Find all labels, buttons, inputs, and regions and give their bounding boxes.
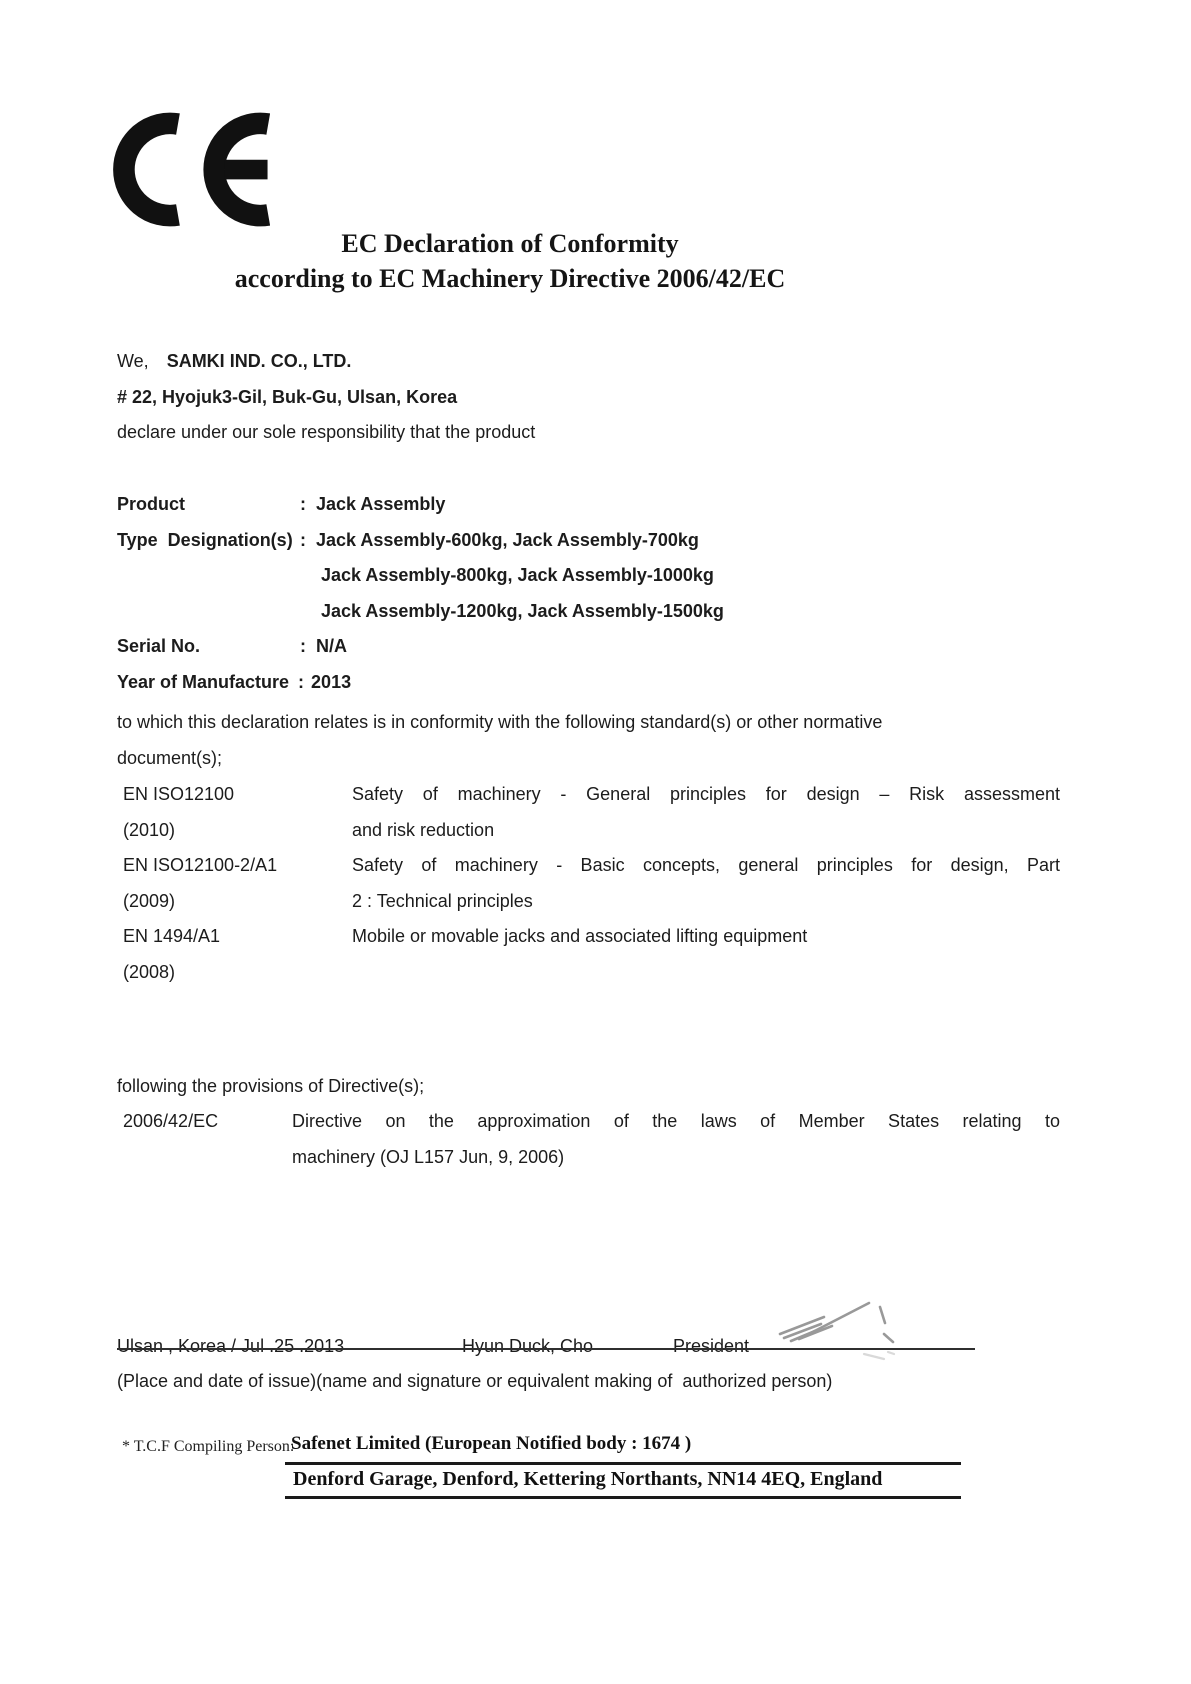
standard-row [123, 848, 1060, 919]
serial-value: N/A [316, 636, 347, 656]
directive-row [123, 1104, 1060, 1175]
product-specs [117, 487, 1067, 700]
intro-block [117, 344, 1067, 451]
conformity-statement [117, 705, 1077, 776]
conformity-line-2: document(s); [117, 747, 223, 768]
tcf-notified-body: Safenet Limited (European Notified body : 1674 ) [291, 1433, 692, 1454]
product-colon: : [300, 494, 306, 514]
standard-year: (2008) [123, 961, 176, 982]
tcf-underline-2 [285, 1496, 961, 1499]
serial-colon: : [300, 636, 306, 656]
document-title [110, 226, 910, 296]
signature-caption: (Place and date of issue)(name and signature or equivalent making of authorized person) [117, 1371, 833, 1391]
type-value-line-2: Jack Assembly-800kg, Jack Assembly-1000kg [321, 565, 714, 585]
standard-code-cell [123, 919, 352, 990]
type-colon: : [300, 529, 306, 550]
standard-desc-line-1: Mobile or movable jacks and associated lifting equipment [352, 926, 808, 946]
year-label: Year of Manufacture [117, 671, 290, 692]
signature-place-date: Ulsan , Korea / Jul .25 .2013 [117, 1336, 345, 1356]
standard-code: EN 1494/A1 [123, 926, 221, 946]
provisions-heading: following the provisions of Directive(s); [117, 1076, 425, 1096]
standard-year: (2010) [123, 819, 176, 840]
type-values [316, 523, 1067, 630]
title-line-1: EC Declaration of Conformity [341, 229, 679, 258]
standard-row [123, 777, 1060, 848]
signature-scribble [772, 1296, 922, 1367]
year-colon: : [298, 671, 305, 692]
standard-code: EN ISO12100-2/A1 [123, 855, 278, 875]
standard-desc-cell [352, 848, 1060, 919]
signer-title: President [673, 1336, 750, 1356]
signer-name: Hyun Duck, Cho [462, 1336, 594, 1356]
spec-row-serial [117, 629, 1067, 665]
standard-code: EN ISO12100 [123, 784, 235, 804]
declaration-statement: declare under our sole responsibility that the product [117, 422, 536, 442]
standard-code-cell [123, 848, 352, 919]
spec-row-type [117, 523, 1067, 630]
standard-year: (2009) [123, 890, 176, 911]
spec-row-year [117, 665, 1067, 701]
serial-label: Serial No. [117, 636, 201, 656]
standard-desc-cell [352, 919, 1060, 990]
product-label: Product [117, 494, 186, 514]
standard-desc-line-1: Safety of machinery - Basic concepts, general principles for design, Part [352, 855, 1060, 875]
directive-desc-line-1: Directive on the approximation of the laws of Member States relating to [292, 1111, 1060, 1131]
standard-desc-line-2: 2 : Technical principles [352, 890, 533, 911]
tcf-compiling-person-label: * T.C.F Compiling Person: [122, 1438, 295, 1455]
standard-desc-line-1: Safety of machinery - General principles for design – Risk assessment [352, 784, 1060, 804]
company-address: # 22, Hyojuk3-Gil, Buk-Gu, Ulsan, Korea [117, 386, 458, 407]
type-value-line-1: Jack Assembly-600kg, Jack Assembly-700kg [316, 529, 699, 550]
company-line [117, 344, 1067, 380]
tcf-underline-1 [285, 1462, 961, 1465]
directive-desc-line-2: machinery (OJ L157 Jun, 9, 2006) [292, 1146, 565, 1167]
company-name: SAMKI IND. CO., LTD. [166, 351, 352, 371]
tcf-address: Denford Garage, Denford, Kettering Northants, NN14 4EQ, England [293, 1468, 883, 1490]
product-value: Jack Assembly [316, 494, 446, 514]
directive-code: 2006/42/EC [123, 1111, 219, 1131]
we-prefix: We, [117, 351, 149, 371]
year-value: 2013 [311, 671, 352, 692]
type-label: Type Designation(s) [117, 529, 293, 550]
standard-desc-cell [352, 777, 1060, 848]
signature-underline [117, 1348, 975, 1350]
spec-row-product [117, 487, 1067, 523]
standard-row [123, 919, 1060, 990]
ce-mark-logo [113, 112, 270, 227]
title-line-2: according to EC Machinery Directive 2006/42/EC [234, 264, 786, 293]
standard-code-cell [123, 777, 352, 848]
directive-desc-cell [292, 1104, 1060, 1175]
type-value-line-3: Jack Assembly-1200kg, Jack Assembly-1500kg [321, 600, 724, 621]
conformity-line-1: to which this declaration relates is in conformity with the following standard(s) or other normative [117, 712, 883, 732]
standard-desc-line-2: and risk reduction [352, 819, 495, 840]
standards-list [123, 777, 1060, 990]
